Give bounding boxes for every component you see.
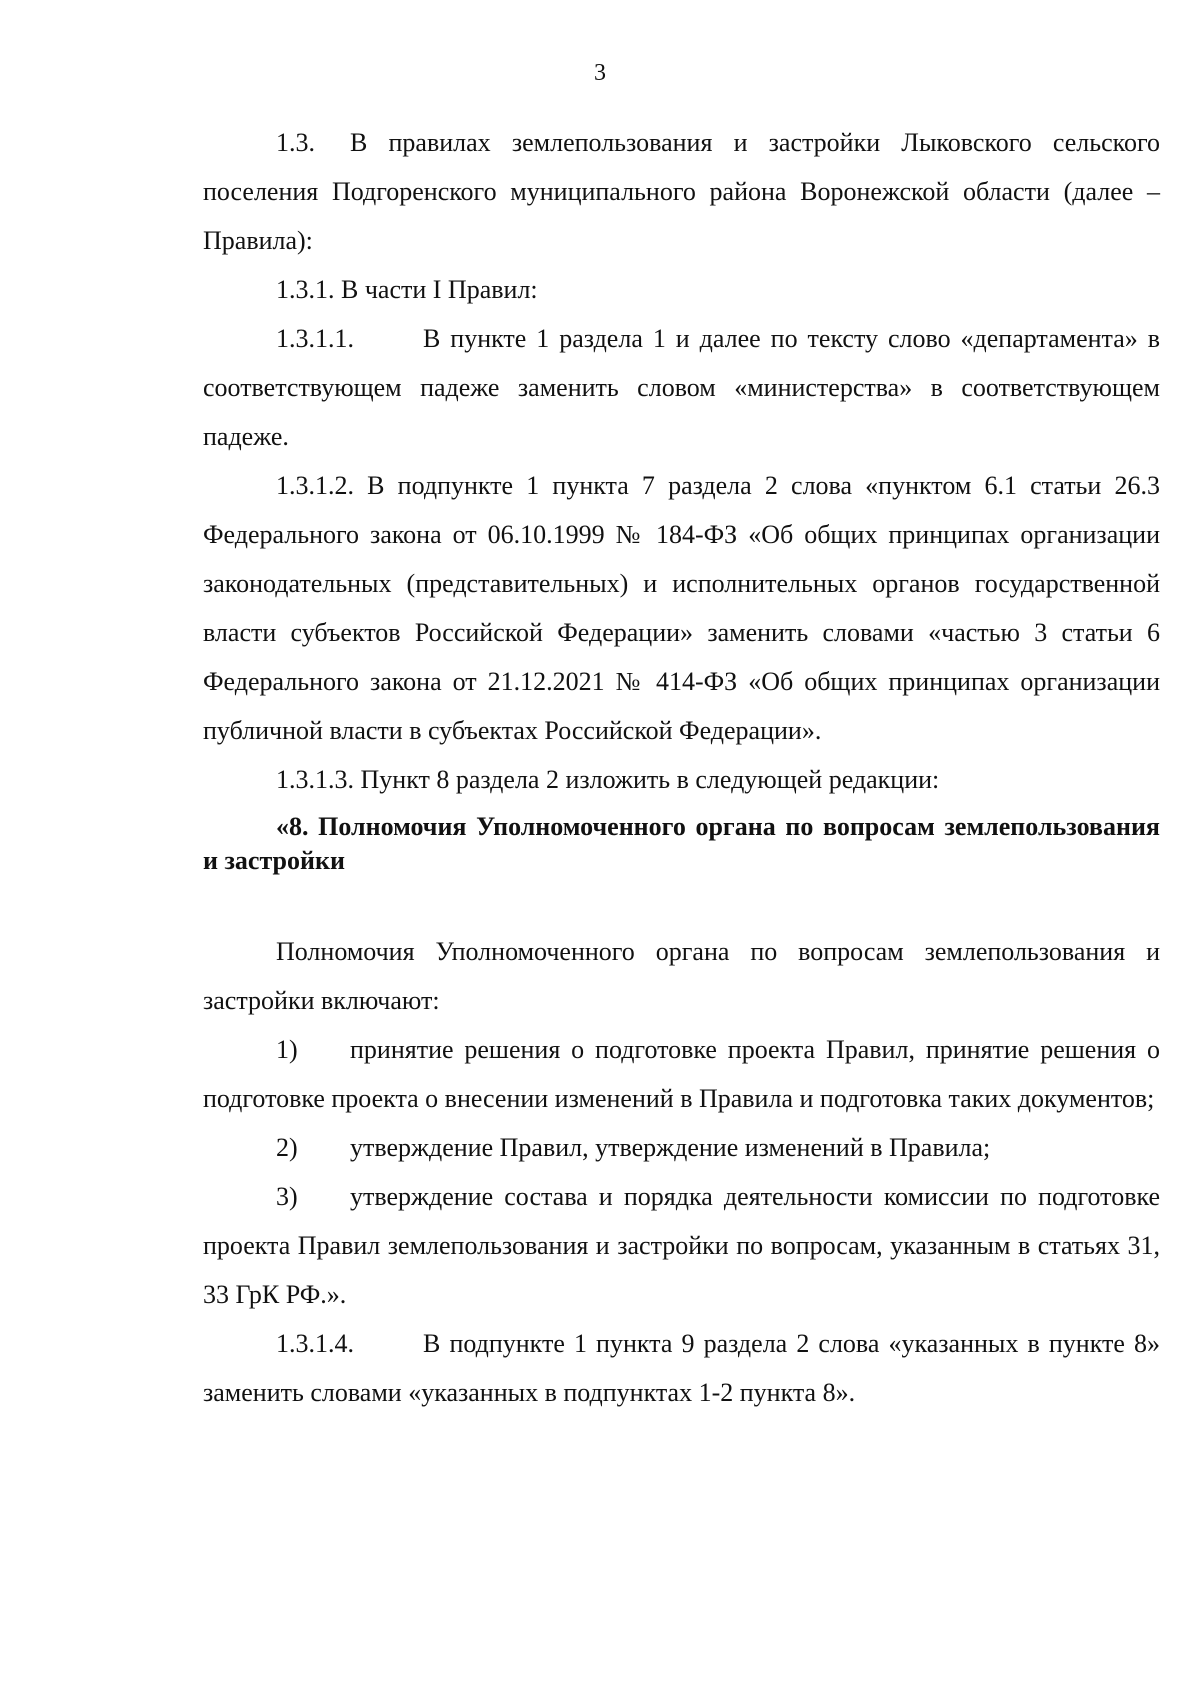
paragraph-text: В подпункте 1 пункта 9 раздела 2 слова «указанных в пункте 8» заменить словами «указанных в подпунктах 1-2 пункта 8». bbox=[203, 1329, 1160, 1407]
paragraph-1-3-1: 1.3.1. В части I Правил: bbox=[276, 275, 538, 304]
paragraph-number: 1.3.1.1. bbox=[276, 324, 354, 353]
paragraph-number: 1.3. bbox=[276, 128, 315, 157]
paragraph-powers-intro: Полномочия Уполномоченного органа по вопросам землепользования и застройки включают: bbox=[203, 937, 1160, 1015]
page-number: 3 bbox=[594, 60, 606, 86]
section-heading: «8. Полномочия Уполномоченного органа по вопросам землепользования и застройки bbox=[203, 812, 1160, 875]
paragraph-1-3 bbox=[203, 118, 1160, 265]
list-item bbox=[203, 1123, 1160, 1172]
list-item bbox=[203, 1025, 1160, 1123]
paragraph-1-3-1-3: 1.3.1.3. Пункт 8 раздела 2 изложить в следующей редакции: bbox=[276, 765, 940, 794]
list-item-text: принятие решения о подготовке проекта Правил, принятие решения о подготовке проекта о внесении изменений в Правила и подготовка таких документов; bbox=[203, 1035, 1160, 1113]
paragraph-1-3-1-4 bbox=[203, 1319, 1160, 1417]
paragraph-text: В пункте 1 раздела 1 и далее по тексту слово «департамента» в соответствующем падеже заменить словом «министерства» в соответствующем падеже. bbox=[203, 324, 1160, 451]
list-item-text: утверждение Правил, утверждение изменений в Правила; bbox=[350, 1133, 991, 1162]
document-body bbox=[203, 118, 1160, 1417]
paragraph-text: В правилах землепользования и застройки Лыковского сельского поселения Подгоренского муниципального района Воронежской области (далее – Правила): bbox=[203, 128, 1160, 255]
list-item-number: 2) bbox=[276, 1133, 298, 1162]
list-item bbox=[203, 1172, 1160, 1319]
paragraph-1-3-1-2: 1.3.1.2. В подпункте 1 пункта 7 раздела 2 слова «пунктом 6.1 статьи 26.3 Федерального закона от 06.10.1999 № 184-ФЗ «Об общих принципах организации законодательных (представительных) и исполнительных органов государственной власти субъектов Российской Федерации» заменить словами «частью 3 статьи 6 Федерального закона от 21.12.2021 № 414-ФЗ «Об общих принципах организации публичной власти в субъектах Российской Федерации». bbox=[203, 471, 1160, 745]
list-item-text: утверждение состава и порядка деятельности комиссии по подготовке проекта Правил землепользования и застройки по вопросам, указанным в статьях 31, 33 ГрК РФ.». bbox=[203, 1182, 1160, 1309]
list-item-number: 3) bbox=[276, 1182, 298, 1211]
list-item-number: 1) bbox=[276, 1035, 298, 1064]
paragraph-1-3-1-1 bbox=[203, 314, 1160, 461]
paragraph-number: 1.3.1.4. bbox=[276, 1329, 354, 1358]
